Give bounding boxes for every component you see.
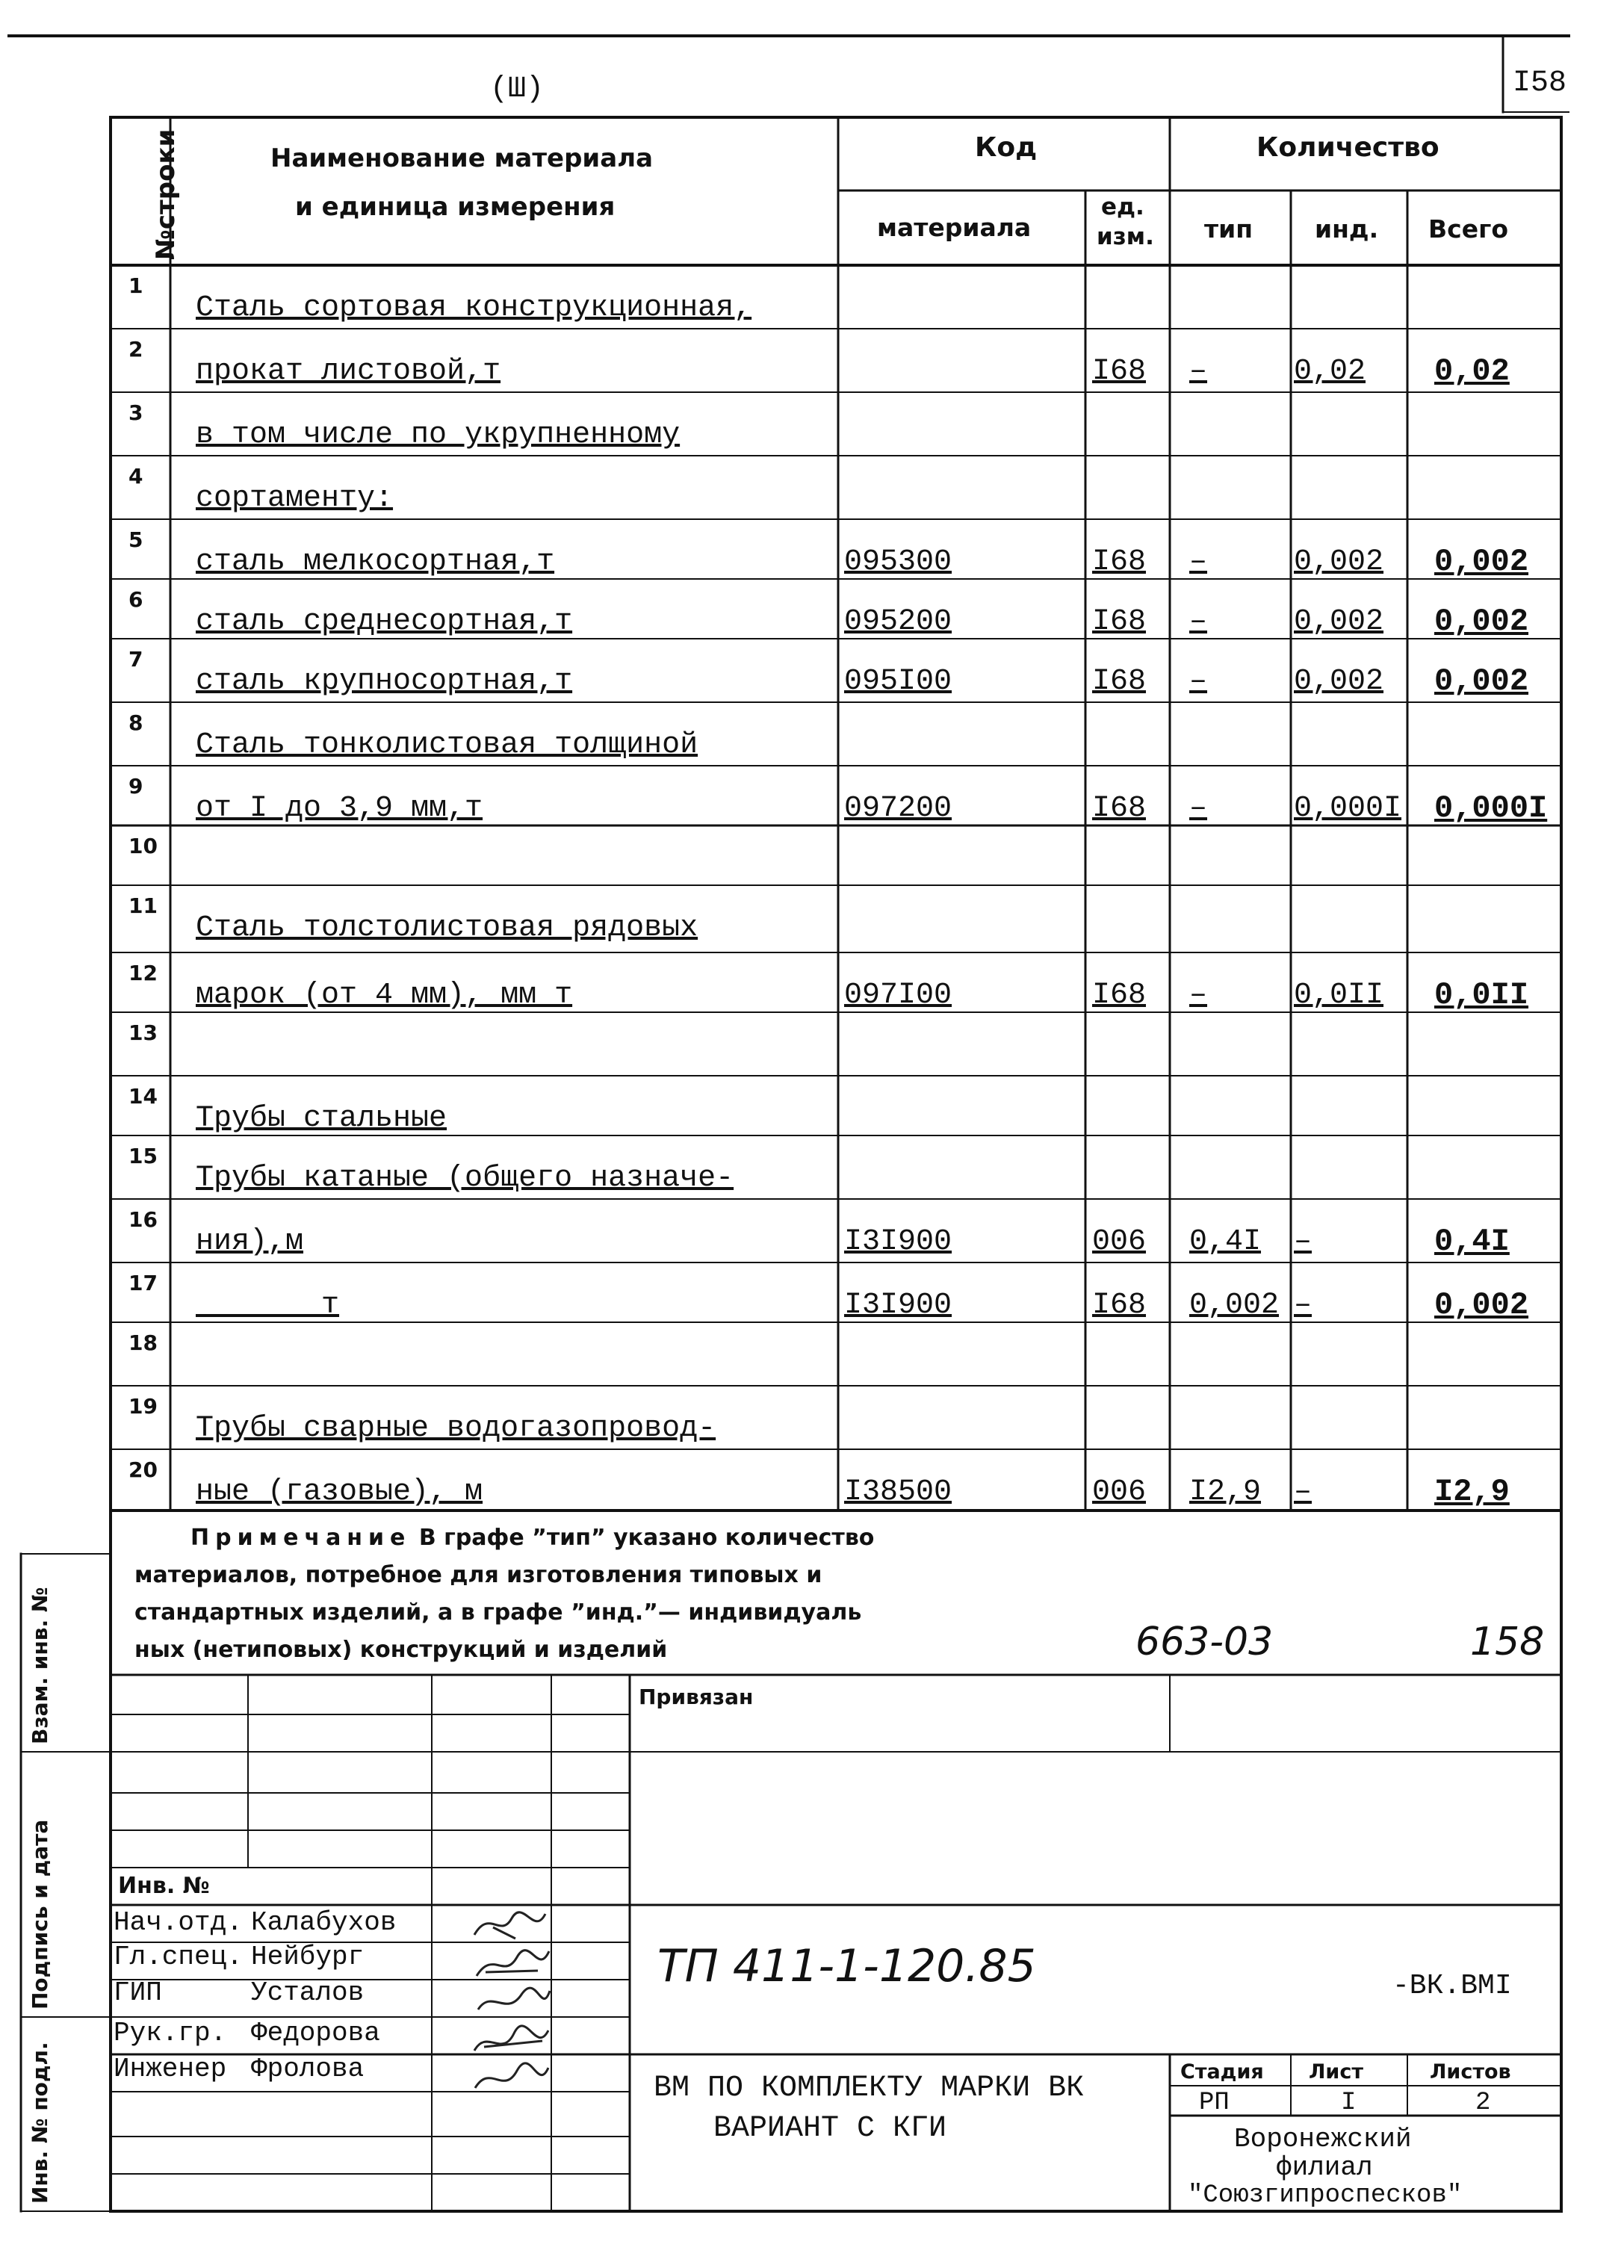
row-unit: I68 xyxy=(1092,355,1147,388)
row-name: Сталь сортовая конструкционная, xyxy=(196,291,752,325)
note-line2: материалов, потребное для изготовления типовых и xyxy=(134,1562,822,1588)
title-line2: ВАРИАНТ С КГИ xyxy=(713,2112,947,2145)
row-name: Сталь тонколистовая толщиной xyxy=(196,728,698,762)
note-line3: стандартных изделий, а в графе ”инд.”— индивидуаль xyxy=(134,1599,862,1626)
ind-header: инд. xyxy=(1315,214,1379,244)
row-number: 19 xyxy=(128,1394,158,1419)
row-number: 11 xyxy=(128,893,158,918)
stamp-person-name: Федорова xyxy=(251,2018,380,2048)
sheets-value: 2 xyxy=(1475,2089,1491,2117)
row-ind: – xyxy=(1294,1475,1312,1509)
unit-header-line1: ед. xyxy=(1101,193,1144,220)
row-name: ния),м xyxy=(196,1225,304,1259)
org-line1: Воронежский xyxy=(1234,2124,1412,2154)
row-name: прокат листовой,т xyxy=(196,355,501,388)
row-ind: – xyxy=(1294,1289,1312,1322)
row-number-header: №строки xyxy=(151,128,181,260)
stamp-role: Инженер xyxy=(114,2054,227,2084)
row-ind: 0,02 xyxy=(1294,355,1366,388)
material-code-header: материала xyxy=(877,213,1032,242)
row-number: 20 xyxy=(128,1457,158,1482)
row-code: I3I900 xyxy=(844,1225,952,1259)
row-type: – xyxy=(1189,665,1208,698)
signature-frolova xyxy=(475,2063,548,2088)
row-name: сталь среднесортная,т xyxy=(196,605,573,639)
row-type: 0,002 xyxy=(1189,1289,1280,1322)
row-code: 097I00 xyxy=(844,979,952,1012)
row-name: сортаменту: xyxy=(196,482,394,515)
signature-neiburg xyxy=(477,1951,549,1976)
row-total: 0,000I xyxy=(1434,790,1548,826)
row-ind: 0,000I xyxy=(1294,792,1402,825)
sheets-label: Листов xyxy=(1430,2060,1511,2083)
stamp-role: Нач.отд. xyxy=(114,1907,243,1938)
stamp-person-name: Нейбург xyxy=(251,1942,365,1972)
row-type: 0,4I xyxy=(1189,1225,1262,1259)
row-ind: 0,0II xyxy=(1294,979,1384,1012)
row-unit: I68 xyxy=(1092,979,1147,1012)
side-label-inv: Инв. № подл. xyxy=(28,2042,52,2204)
mark-code: -ВК.ВМI xyxy=(1392,1970,1512,2002)
signature-marks xyxy=(471,1905,553,2099)
row-number: 2 xyxy=(128,337,143,362)
row-type: – xyxy=(1189,979,1208,1012)
signature-kalabukhov xyxy=(474,1912,545,1939)
name-header-line2: и единица измерения xyxy=(295,192,616,222)
stamp-role: Гл.спец. xyxy=(114,1942,243,1972)
row-type: – xyxy=(1189,545,1208,579)
project-code: ТП 411-1-120.85 xyxy=(657,1940,1036,1992)
type-header: тип xyxy=(1204,214,1253,244)
signature-ustalov xyxy=(478,1988,550,2010)
row-total: 0,002 xyxy=(1434,604,1529,639)
row-name: ные (газовые), м xyxy=(196,1475,483,1509)
stage-label: Стадия xyxy=(1180,2060,1264,2083)
row-unit: I68 xyxy=(1092,1289,1147,1322)
note-line4: ных (нетиповых) конструкций и изделий xyxy=(134,1637,668,1663)
row-code: I3I900 xyxy=(844,1289,952,1322)
row-ind: 0,002 xyxy=(1294,665,1384,698)
row-number: 10 xyxy=(128,834,158,858)
row-type: I2,9 xyxy=(1189,1475,1262,1509)
row-ind: – xyxy=(1294,1225,1312,1259)
row-number: 9 xyxy=(128,774,143,799)
row-unit: 006 xyxy=(1092,1225,1147,1259)
name-header-line1: Наименование материала xyxy=(270,143,654,173)
row-unit: I68 xyxy=(1092,605,1147,639)
row-code: I38500 xyxy=(844,1475,952,1509)
stamp-person-name: Усталов xyxy=(251,1977,365,2008)
row-name: Трубы стальные xyxy=(196,1102,447,1135)
row-number: 12 xyxy=(128,961,158,985)
total-header: Всего xyxy=(1428,214,1509,244)
row-total: 0,0II xyxy=(1434,977,1529,1013)
row-number: 8 xyxy=(128,710,143,735)
row-total: I2,9 xyxy=(1434,1474,1510,1510)
inv-no-label: Инв. № xyxy=(118,1873,210,1899)
row-number: 4 xyxy=(128,464,143,489)
row-name: от I до 3,9 мм,т xyxy=(196,792,483,825)
row-total: 0,002 xyxy=(1434,1287,1529,1323)
row-name: Трубы катаные (общего назначе- xyxy=(196,1162,734,1195)
row-number: 3 xyxy=(128,400,143,425)
row-name: т xyxy=(196,1289,340,1322)
signature-fedorova xyxy=(474,2026,548,2051)
row-total: 0,02 xyxy=(1434,353,1510,389)
row-total: 0,002 xyxy=(1434,544,1529,580)
title-line1: ВМ ПО КОМПЛЕКТУ МАРКИ ВК xyxy=(654,2072,1085,2105)
stamp-role: Рук.гр. xyxy=(114,2018,227,2048)
row-ind: 0,002 xyxy=(1294,545,1384,579)
row-type: – xyxy=(1189,792,1208,825)
org-line2: филиал xyxy=(1276,2152,1373,2183)
corner-sheet-number: I58 xyxy=(1513,66,1567,100)
stamp-person-name: Калабухов xyxy=(251,1907,397,1938)
row-type: – xyxy=(1189,605,1208,639)
row-number: 5 xyxy=(128,527,143,552)
row-number: 18 xyxy=(128,1330,158,1355)
stamp-role: ГИП xyxy=(114,1977,162,2008)
row-name: в том числе по укрупненному xyxy=(196,418,681,452)
row-name: Сталь толстолистовая рядовых xyxy=(196,911,698,945)
row-total: 0,002 xyxy=(1434,663,1529,699)
side-label-podpis: Подпись и дата xyxy=(28,1819,52,2010)
row-number: 1 xyxy=(128,273,143,298)
row-code: 095200 xyxy=(844,605,952,639)
side-label-vzam: Взам. инв. № xyxy=(28,1587,52,1744)
section-mark: (Ш) xyxy=(490,72,545,106)
row-unit: I68 xyxy=(1092,792,1147,825)
stage-value: РП xyxy=(1199,2089,1230,2117)
page-number: 158 xyxy=(1470,1620,1545,1664)
code-header: Код xyxy=(975,132,1038,163)
row-total: 0,4I xyxy=(1434,1224,1510,1260)
privyazan-label: Привязан xyxy=(639,1685,754,1709)
org-line3: "Союзгипроспесков" xyxy=(1188,2181,1463,2210)
row-name: сталь мелкосортная,т xyxy=(196,545,555,579)
document-number: 663-03 xyxy=(1135,1620,1274,1664)
row-number: 13 xyxy=(128,1020,158,1045)
row-number: 7 xyxy=(128,647,143,672)
sheet-value: I xyxy=(1341,2089,1357,2117)
row-code: 095I00 xyxy=(844,665,952,698)
stamp-person-name: Фролова xyxy=(251,2054,365,2084)
row-code: 095300 xyxy=(844,545,952,579)
row-number: 15 xyxy=(128,1144,158,1168)
row-unit: I68 xyxy=(1092,665,1147,698)
sheet-label: Лист xyxy=(1309,2060,1363,2083)
row-unit: 006 xyxy=(1092,1475,1147,1509)
quantity-header: Количество xyxy=(1256,132,1439,163)
row-number: 16 xyxy=(128,1207,158,1232)
row-name: марок (от 4 мм), мм т xyxy=(196,979,573,1012)
row-type: – xyxy=(1189,355,1208,388)
row-code: 097200 xyxy=(844,792,952,825)
note-label: Примечание xyxy=(190,1525,412,1551)
row-number: 17 xyxy=(128,1271,158,1295)
note-line1 xyxy=(190,1527,874,1549)
row-number: 14 xyxy=(128,1084,158,1109)
row-ind: 0,002 xyxy=(1294,605,1384,639)
unit-header-line2: изм. xyxy=(1097,223,1154,250)
row-name: сталь крупносортная,т xyxy=(196,665,573,698)
note-line1-text: В графе ”тип” указано количество xyxy=(411,1525,875,1551)
row-number: 6 xyxy=(128,587,143,612)
row-name: Трубы сварные водогазопровод- xyxy=(196,1412,716,1446)
row-unit: I68 xyxy=(1092,545,1147,579)
